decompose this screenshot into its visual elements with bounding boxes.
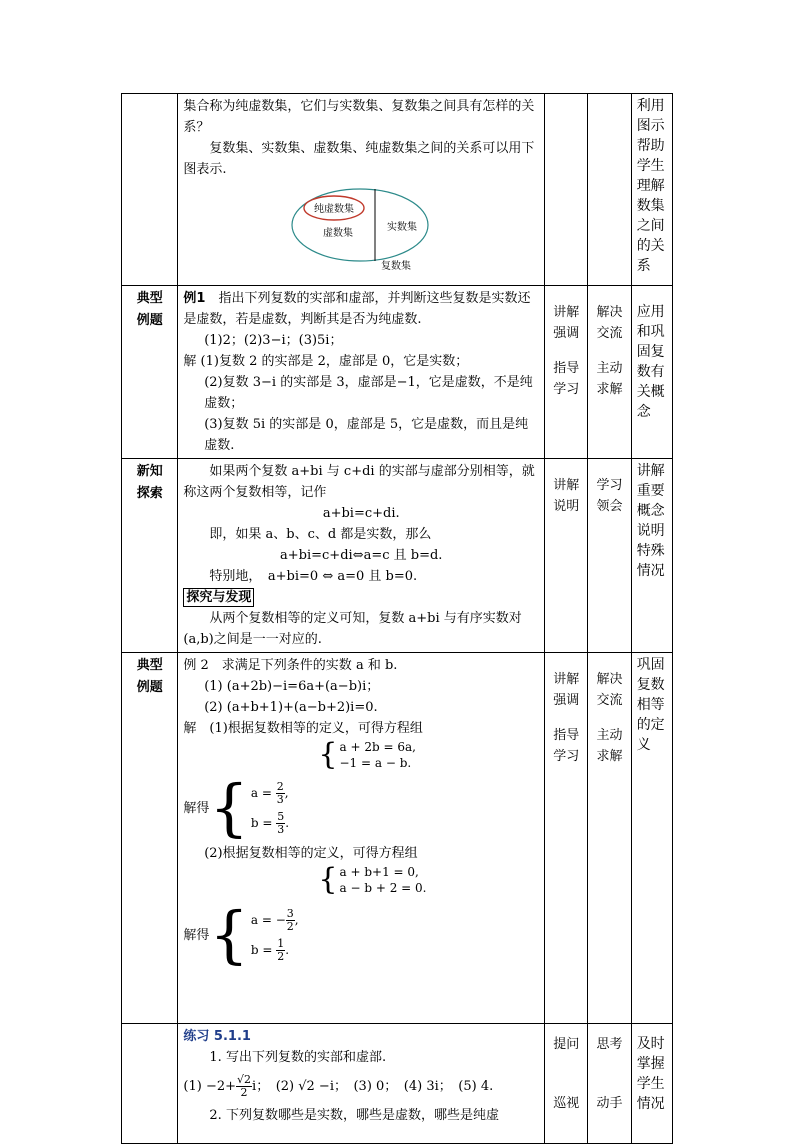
- equation-line: a + 2b = 6a,: [339, 740, 416, 754]
- real-label: 实数集: [387, 222, 418, 233]
- student-activity-cell: [588, 286, 631, 459]
- student-activity: 领会: [596, 499, 623, 514]
- solution-line: 解 (1)根据复数相等的定义，可得方程组: [183, 721, 423, 736]
- design-intent-text: 及时掌握学生情况: [636, 1036, 665, 1112]
- equation-line: a+bi=c+di⇔a=c 且 b=d.: [280, 548, 443, 563]
- student-activity: 交流: [596, 326, 623, 341]
- student-activity: 主动: [596, 361, 623, 376]
- category-cell: [122, 653, 178, 1024]
- teacher-activity: 讲解: [553, 478, 580, 493]
- category-label: 典型: [136, 291, 163, 306]
- category-cell: [122, 286, 178, 459]
- fraction: $\frac{2}{3}$: [276, 780, 284, 806]
- teacher-activity: 学习: [553, 382, 580, 397]
- student-activity: 思考: [596, 1037, 623, 1052]
- content-cell: [178, 94, 545, 286]
- design-intent-text: 应用和巩固复数有关概念: [636, 304, 665, 420]
- venn-diagram: [290, 188, 430, 270]
- teacher-activity: 提问: [553, 1037, 580, 1052]
- brace: {: [318, 862, 338, 897]
- category-label: 例题: [136, 313, 163, 328]
- equation-system: [318, 739, 539, 771]
- teacher-activity-cell: [545, 653, 588, 1024]
- solve-label: 解得: [183, 927, 210, 943]
- solution-line: 解 (1)复数 2 的实部是 2，虚部是 0，它是实数；: [183, 354, 469, 369]
- category-label: 新知: [136, 464, 163, 479]
- definition-text: 即，如果 a、b、c、d 都是实数，那么: [209, 527, 432, 542]
- category-label: 例题: [136, 680, 163, 695]
- answer-lhs: b =: [250, 943, 277, 957]
- student-activity-cell: [588, 653, 631, 1024]
- imag-label: 虚数集: [323, 228, 354, 239]
- example-label: 例1: [183, 291, 206, 306]
- teacher-activity: 讲解: [553, 672, 580, 687]
- student-activity: 求解: [596, 749, 623, 764]
- brace: {: [209, 771, 249, 844]
- content-cell: [178, 286, 545, 459]
- student-activity: 学习: [596, 478, 623, 493]
- teacher-activity: 说明: [553, 499, 580, 514]
- example-text: 指出下列复数的实部和虚部，并判断这些复数是实数还是虚数，若是虚数，判断其是否为纯虚数.: [183, 291, 531, 327]
- content-cell: [178, 1024, 545, 1144]
- solution-line: (2)根据复数相等的定义，可得方程组: [204, 846, 418, 861]
- solution-system: 解得 { a = $\frac{2}{3}$ , b = $\frac{5}{3}$ .: [183, 771, 290, 844]
- category-label: 典型: [136, 658, 163, 673]
- design-intent-cell: [631, 286, 672, 459]
- answer-lhs: a =: [250, 786, 276, 800]
- content-cell: [178, 653, 545, 1024]
- teacher-activity-cell: [545, 94, 588, 286]
- condition-line: (2) (a+b+1)+(a−b+2)i=0.: [204, 700, 378, 715]
- teacher-activity: 学习: [553, 749, 580, 764]
- content-cell: [178, 459, 545, 653]
- student-activity-cell: [588, 459, 631, 653]
- fraction: $\frac{5}{3}$: [277, 810, 285, 836]
- design-intent-cell: 巩固复数相等的定义: [631, 653, 672, 1024]
- teacher-activity: 指导: [553, 728, 580, 743]
- example-items: (1)2；(2)3−i；(3)5i；: [204, 333, 343, 348]
- fraction: $\frac{1}{2}$: [277, 937, 285, 963]
- brace: {: [318, 737, 338, 772]
- student-activity: 解决: [596, 672, 623, 687]
- equation-line: a+bi=c+di.: [322, 506, 400, 521]
- category-cell: [122, 94, 178, 286]
- category-cell: [122, 1024, 178, 1144]
- table-row: [122, 286, 673, 459]
- question-text: 集合称为纯虚数集，它们与实数集、复数集之间具有怎样的关系？: [183, 99, 535, 135]
- brace: {: [209, 898, 249, 971]
- practice-question: 2. 下列复数哪些是实数，哪些是虚数，哪些是纯虚: [209, 1108, 499, 1123]
- equation-system: [318, 864, 539, 896]
- practice-question: 1. 写出下列复数的实部和虚部.: [209, 1050, 387, 1065]
- special-case-text: 特别地， a+bi=0 ⇔ a=0 且 b=0.: [209, 569, 418, 584]
- table-row: [122, 653, 673, 1024]
- relation-text: 复数集、实数集、虚数集、纯虚数集之间的关系可以用下图表示.: [183, 141, 535, 177]
- solution-system: 解得 { a = − $\frac{3}{2}$ , b = $\frac{1}{2}$ .: [183, 898, 299, 971]
- teacher-activity: 强调: [553, 326, 580, 341]
- student-activity: 动手: [596, 1096, 623, 1111]
- practice-title: 练习 5.1.1: [183, 1029, 251, 1044]
- category-cell: [122, 459, 178, 653]
- student-activity: 主动: [596, 728, 623, 743]
- teacher-activity-cell: [545, 286, 588, 459]
- explore-tag: 探究与发现: [183, 588, 254, 607]
- answer-lhs: a = −: [250, 913, 286, 927]
- teacher-activity: 巡视: [553, 1096, 580, 1111]
- design-intent-cell: [631, 1024, 672, 1144]
- solution-line: (2)复数 3−i 的实部是 3，虚部是−1，它是虚数，不是纯虚数；: [204, 375, 533, 411]
- teacher-activity-cell: [545, 459, 588, 653]
- fraction: $\frac{√2}{2}$: [237, 1073, 252, 1099]
- example-text: 例 2 求满足下列条件的实数 a 和 b.: [183, 658, 398, 673]
- table-row: [122, 459, 673, 653]
- definition-text: 如果两个复数 a+bi 与 c+di 的实部与虚部分别相等，就称这两个复数相等，记作: [183, 464, 535, 500]
- student-activity: 交流: [596, 693, 623, 708]
- solution-line: (3)复数 5i 的实部是 0，虚部是 5，它是虚数，而且是纯虚数.: [204, 417, 529, 453]
- lesson-plan-table: [121, 93, 673, 1144]
- complex-label: 复数集: [381, 261, 412, 270]
- teacher-activity-cell: [545, 1024, 588, 1144]
- design-intent-cell: 利用图示帮助学生理解数集之间的关系: [631, 94, 672, 286]
- practice-items: (1) −2+ $\frac{√2}{2}$ i； (2) √2 −i； (3) 0； (4) 3i； (5) 4.: [183, 1073, 494, 1099]
- answer-lhs: b =: [250, 816, 277, 830]
- conclusion-text: 从两个复数相等的定义可知，复数 a+bi 与有序实数对(a,b)之间是一一对应的.: [183, 611, 522, 647]
- equation-line: a − b + 2 = 0.: [339, 881, 427, 895]
- fraction: $\frac{3}{2}$: [286, 907, 294, 933]
- solve-label: 解得: [183, 800, 210, 816]
- student-activity: 解决: [596, 305, 623, 320]
- teacher-activity: 指导: [553, 361, 580, 376]
- condition-line: (1) (a+2b)−i=6a+(a−b)i；: [204, 679, 380, 694]
- student-activity-cell: [588, 1024, 631, 1144]
- pure-imag-label: 纯虚数集: [314, 204, 355, 215]
- teacher-activity: 讲解: [553, 305, 580, 320]
- equation-line: −1 = a − b.: [339, 756, 412, 770]
- design-intent-cell: 讲解重要概念说明特殊情况: [631, 459, 672, 653]
- equation-line: a + b+1 = 0,: [339, 865, 419, 879]
- table-row: [122, 1024, 673, 1144]
- teacher-activity: 强调: [553, 693, 580, 708]
- category-label: 探索: [136, 486, 163, 501]
- student-activity-cell: [588, 94, 631, 286]
- table-row: [122, 94, 673, 286]
- student-activity: 求解: [596, 382, 623, 397]
